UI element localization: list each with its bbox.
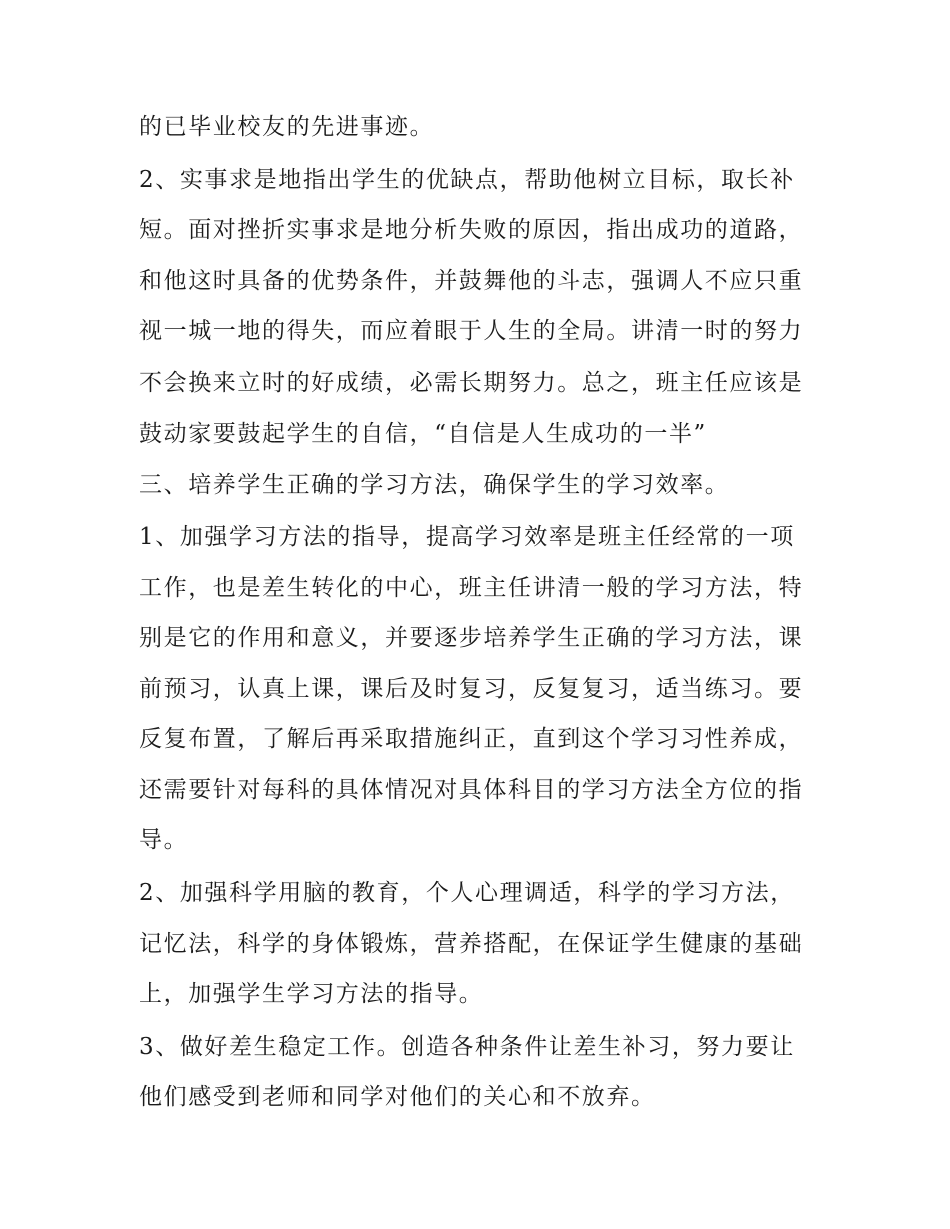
text-line: 三、培养学生正确的学习方法，确保学生的学习效率。 (139, 472, 730, 498)
text-line: 3、做好差生稳定工作。创造各种条件让差生补习，努力要让 (139, 1034, 795, 1060)
text-line: 短。面对挫折实事求是地分析失败的原因，指出成功的道路， (139, 217, 804, 243)
text-line: 2、实事求是地指出学生的优缺点，帮助他树立目标，取长补 (139, 167, 795, 193)
text-line: 他们感受到老师和同学对他们的关心和不放弃。 (139, 1084, 656, 1110)
text-line: 1、加强学习方法的指导，提高学习效率是班主任经常的一项 (139, 524, 795, 550)
text-line: 不会换来立时的好成绩，必需长期努力。总之，班主任应该是 (139, 370, 804, 396)
text-line: 记忆法，科学的身体锻炼，营养搭配，在保证学生健康的基础 (139, 931, 804, 957)
text-line: 2、加强科学用脑的教育，个人心理调适，科学的学习方法， (139, 880, 795, 906)
text-line: 上，加强学生学习方法的指导。 (139, 981, 484, 1007)
text-line: 还需要针对每科的具体情况对具体科目的学习方法全方位的指 (139, 777, 804, 803)
text-line: 前预习，认真上课，课后及时复习，反复复习，适当练习。要 (139, 676, 804, 702)
text-line: 别是它的作用和意义，并要逐步培养学生正确的学习方法，课 (139, 625, 804, 651)
text-line: 和他这时具备的优势条件，并鼓舞他的斗志，强调人不应只重 (139, 268, 804, 294)
text-line: 鼓动家要鼓起学生的自信，“自信是人生成功的一半” (139, 421, 707, 447)
text-line: 的已毕业校友的先进事迹。 (139, 114, 435, 140)
text-line: 导。 (139, 827, 189, 853)
text-line: 视一城一地的得失，而应着眼于人生的全局。讲清一时的努力 (139, 318, 804, 344)
text-line: 反复布置，了解后再采取措施纠正，直到这个学习习性养成， (139, 726, 804, 752)
text-line: 工作，也是差生转化的中心，班主任讲清一般的学习方法，特 (139, 575, 804, 601)
